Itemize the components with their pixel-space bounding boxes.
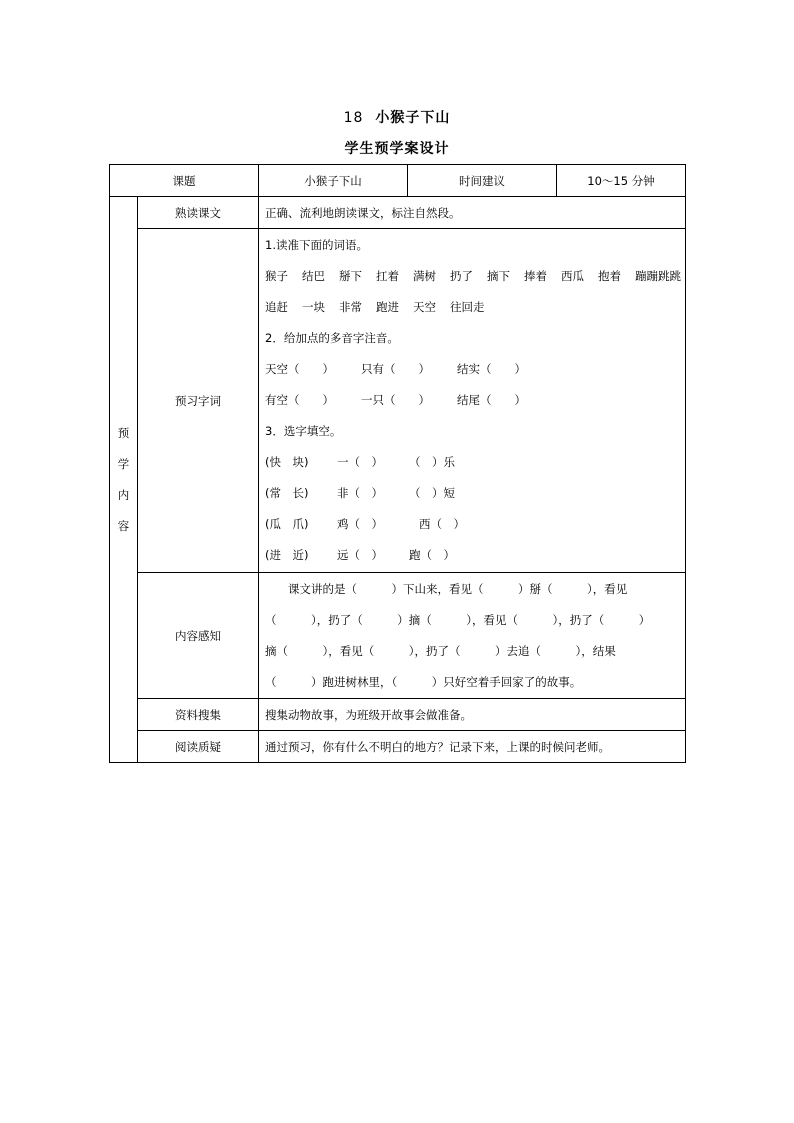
blank-a: 一（ ） <box>337 455 383 469</box>
char-pair: (瓜 爪) <box>265 517 309 531</box>
info-row <box>110 165 686 197</box>
word: 猴子 <box>265 269 288 283</box>
polyphone-item: 有空（ ） <box>265 393 334 407</box>
content-body <box>259 573 686 699</box>
word: 扛着 <box>376 269 399 283</box>
word: 追赶 <box>265 300 288 314</box>
polyphone-item: 结尾（ ） <box>457 393 526 407</box>
char-pair: (进 近) <box>265 548 309 562</box>
content-line-4: （ ）跑进树林里，（ ）只好空着手回家了的故事。 <box>265 674 582 689</box>
polyphone-item: 一只（ ） <box>361 393 430 407</box>
section-char: 容 <box>117 518 130 533</box>
row-words <box>110 229 686 573</box>
word: 扔了 <box>450 269 473 283</box>
char-pair: (常 长) <box>265 486 309 500</box>
blank-a: 鸡（ ） <box>337 517 383 531</box>
words-content <box>259 229 686 573</box>
word: 抱着 <box>598 269 621 283</box>
time-value: 10～15 分钟 <box>557 165 686 197</box>
lesson-title <box>0 108 794 128</box>
reading-label: 熟读课文 <box>138 197 259 229</box>
word: 往回走 <box>450 300 485 314</box>
choose-line <box>259 509 685 540</box>
word: 一块 <box>302 300 325 314</box>
reading-content: 正确、流利地朗读课文，标注自然段。 <box>259 197 686 229</box>
word: 蹦蹦跳跳 <box>635 269 681 283</box>
section-char: 学 <box>117 456 130 471</box>
polyphone-item: 只有（ ） <box>361 362 430 376</box>
blank-b: 跑（ ） <box>409 548 455 562</box>
blank-a: 远（ ） <box>337 548 383 562</box>
word: 西瓜 <box>561 269 584 283</box>
word: 掰下 <box>339 269 362 283</box>
blank-b: （ ）短 <box>409 486 455 500</box>
collect-content: 搜集动物故事，为班级开故事会做准备。 <box>259 699 686 731</box>
page-subtitle: 学生预学案设计 <box>344 141 450 157</box>
section-label <box>110 197 138 763</box>
blank-b: 西（ ） <box>419 517 465 531</box>
word: 满树 <box>413 269 436 283</box>
topic-value: 小猴子下山 <box>259 165 408 197</box>
word-list-line-1 <box>259 261 685 292</box>
polyphone-line-2 <box>259 385 685 416</box>
row-content <box>110 573 686 699</box>
word: 摘下 <box>487 269 510 283</box>
question-content: 通过预习，你有什么不明白的地方？记录下来，上课的时候问老师。 <box>259 731 686 763</box>
lesson-title-text: 小猴子下山 <box>375 110 451 126</box>
question-1: 1.读准下面的词语。 <box>265 238 368 252</box>
collect-label: 资料搜集 <box>138 699 259 731</box>
section-char: 内 <box>117 487 130 502</box>
word: 捧着 <box>524 269 547 283</box>
polyphone-item: 天空（ ） <box>265 362 334 376</box>
row-reading <box>110 197 686 229</box>
time-label: 时间建议 <box>408 165 557 197</box>
polyphone-line-1 <box>259 354 685 385</box>
choose-line <box>259 540 685 571</box>
char-pair: (快 块) <box>265 455 309 469</box>
choose-line <box>259 478 685 509</box>
question-2: 2．给加点的多音字注音。 <box>265 331 399 345</box>
word: 非常 <box>339 300 362 314</box>
row-question <box>110 731 686 763</box>
question-label: 阅读质疑 <box>138 731 259 763</box>
prestudy-table <box>109 164 686 763</box>
word: 跑进 <box>376 300 399 314</box>
polyphone-item: 结实（ ） <box>457 362 526 376</box>
choose-line <box>259 447 685 478</box>
word-list-line-2 <box>259 292 685 323</box>
words-label: 预习字词 <box>138 229 259 573</box>
word: 天空 <box>413 300 436 314</box>
content-line-3: 摘（ ），看见（ ），扔了（ ）去追（ ），结果 <box>265 643 616 658</box>
row-collect <box>110 699 686 731</box>
topic-label: 课题 <box>110 165 259 197</box>
word: 结巴 <box>302 269 325 283</box>
lesson-number: 18 <box>343 110 364 126</box>
content-label: 内容感知 <box>138 573 259 699</box>
question-3: 3．选字填空。 <box>265 424 342 438</box>
blank-a: 非（ ） <box>337 486 383 500</box>
blank-b: （ ）乐 <box>409 455 455 469</box>
section-char: 预 <box>117 425 130 440</box>
content-line-2: （ ），扔了（ ）摘（ ），看见（ ），扔了（ ） <box>265 612 651 627</box>
content-line-1: 课文讲的是（ ）下山来，看见（ ）掰（ ），看见 <box>265 581 628 596</box>
